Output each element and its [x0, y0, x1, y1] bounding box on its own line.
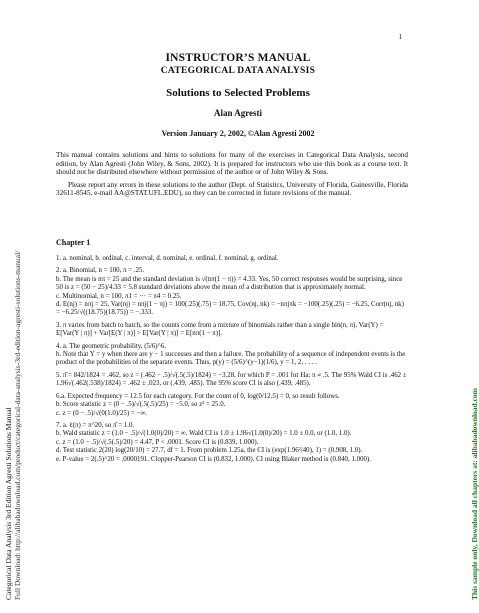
solution-item: 2. a. Binomial, n = 100, π = .25. — [56, 267, 145, 275]
document-subtitle: Solutions to Selected Problems — [166, 87, 310, 99]
version-line: Version January 2, 2002, ©Alan Agresti 2002 — [161, 129, 315, 138]
solutions-list — [56, 255, 408, 464]
right-margin-banner[interactable]: This sample only, Download all chapters at: alibabadownload.com — [470, 388, 479, 600]
manual-title: INSTRUCTOR’S MANUAL — [165, 52, 311, 64]
banner-title: Categorical Data Analysis 3rd Edition Agresti Solutions Manual — [4, 407, 13, 600]
author-name: Alan Agresti — [213, 108, 263, 118]
title-block — [56, 51, 420, 139]
solution-item: e. P-value = 2(.5)^20 = .0000191. Clopper-Pearson CI is (0.832, 1.000). CI using Blaker method is (0.840, 1.000). — [56, 455, 371, 463]
solution-item: 5. π̂ = 842/1824 = .462, so z = (.462 − .5)/√(.5(.5)/1824) = −3.28, for which P = .001 for Ha: π ≠ .5. The 95% Wald CI is .462 ± 1.96√(.462(.538)/1824) = .462 ± .023, or (.439, .485). The 95% score CI is also (.439, .485). — [56, 371, 407, 388]
solution-item: 7. a. ℓ(π) = π^20, so π̂ = 1.0. — [56, 421, 135, 429]
solution-item: d. E(nj) = nπj = 25, Var(nj) = nπj(1 − πj) = 100(.25)(.75) = 18.75, Cov(nj, nk) = −nπjπk = −100(.25)(.25) = −6.25, Corr(nj, nk) = −6.25/√((18.75)(18.75)) = −.333. — [56, 301, 404, 317]
left-margin-banner — [4, 251, 22, 600]
solution-item: 3. π varies from batch to batch, so the counts come from a mixture of binomials rather than a single bin(n, π). Var(Y) = E[Var(Y | π)] + Var[E(Y | π)] > E[Var(Y | π)] = E[nπ(1 − π)]. — [56, 321, 384, 338]
solution-item: c. z = (1.0 − .5)/√(.5(.5)/20) = 4.47, P < .0001. Score CI is (0.839, 1.000). — [56, 438, 259, 446]
intro-paragraph-1: This manual contains solutions and hints to solutions for many of the exercises in Categorical Data Analysis, second edition, by Alan Agresti (John Wiley, & Sons, 2002). It is prepared for instructors who use this book as a course text. It should not be distributed elsewhere without permission of the author or of John Wiley & Sons. — [56, 151, 408, 177]
solution-item: b. The mean is nπ = 25 and the standard deviation is √(nπ(1 − π)) = 4.33. Yes, 50 correct responses would be surprising, since 50 is z = (50 − 25)/4.33 = 5.8 standard deviations above the mean of a distribution that is approximately normal. — [56, 275, 403, 292]
download-link[interactable]: Full Download: http://alibabadownload.com/product/categorical-data-analysis-3rd-edition-agresti-solutions-manual/ — [13, 250, 22, 600]
solution-item: 4. a. The geometric probability, (5/6)^6. — [56, 342, 167, 350]
solution-item: d. Test statistic 2(20) log(20/10) = 27.7, df = 1. From problem 1.25a, the CI is (exp(1.96²/40), 1) = (0.908, 1.0). — [56, 447, 363, 455]
solution-item: b. Score statistic z = (0 − .5)/√(.5(.5)/25) = −5.0, so z² = 25.0. — [56, 401, 226, 409]
solution-item: c. z = (0 − .5)/√(0(1.0)/25) = −∞. — [56, 409, 148, 417]
chapter-heading: Chapter 1 — [56, 238, 91, 247]
page-number: 1 — [398, 33, 402, 41]
solution-item: b. Note that Y = y when there are y − 1 successes and then a failure. The probability of a sequence of independent events is the product of the probabilities of the separate events. Thus, p(y) = (5/6)^(y−1)(1/6), y = 1, 2, . . . . — [56, 351, 406, 367]
intro-text — [56, 151, 408, 198]
book-title: CATEGORICAL DATA ANALYSIS — [160, 66, 316, 76]
intro-paragraph-2: Please report any errors in these solutions to the author (Dept. of Statistics, University of Florida, Gainesville, Florida 32611-8545, e-mail AA@STAT.UFL.EDU), so they can be corrected in future revisions of the manual. — [56, 180, 408, 198]
solution-item: c. Multinomial, n = 100, π1 = ··· = π4 = 0.25. — [56, 292, 182, 300]
solution-item: 1. a. nominal, b. ordinal, c. interval, d. nominal, e. ordinal, f. nominal, g. ordinal. — [56, 255, 279, 262]
solution-item: 6.a. Expected frequency = 12.5 for each category. For the count of 0, log(0/12.5) = 0, so result follows. — [56, 392, 340, 400]
solution-item: b. Wald statistic z = (1.0 − .5)/√(1.0(0)/20) = ∞. Wald CI is 1.0 ± 1.96√(1.0(0)/20) = 1.0 ± 0.0, or (1.0, 1.0). — [56, 430, 352, 438]
